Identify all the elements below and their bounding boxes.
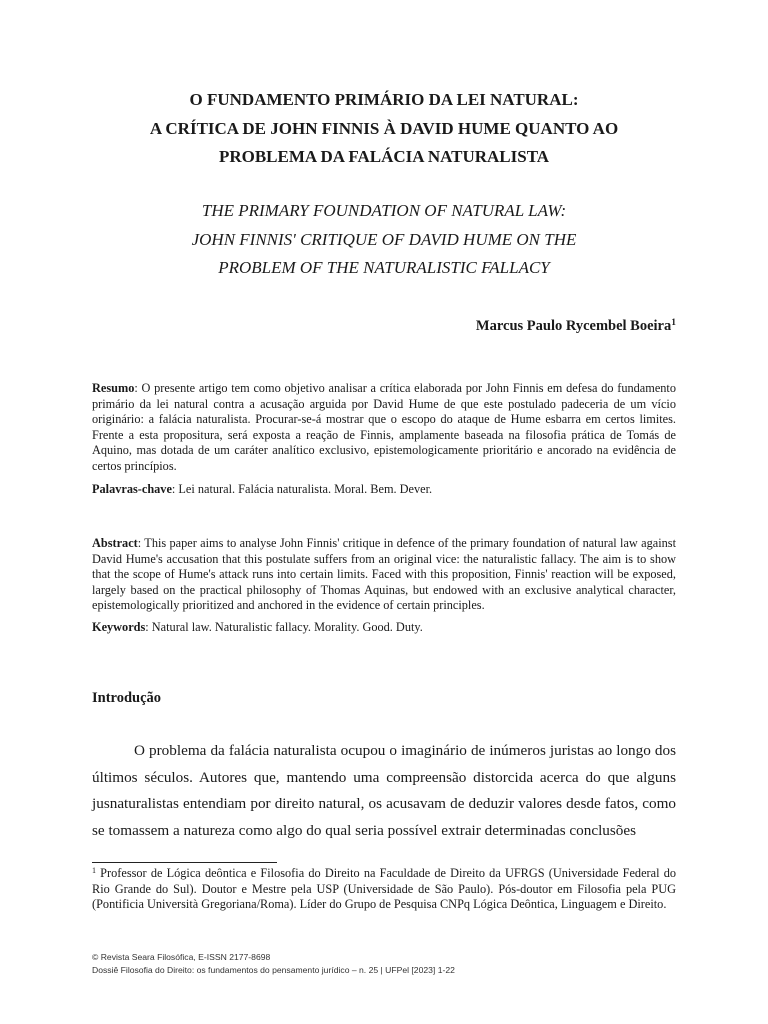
abstract-text: : This paper aims to analyse John Finnis' critique in defence of the primary foundation of natural law against David Hume's accusation that this postulate suffers from an original vice: the naturalistic fallacy. The aim is to show that the scope of Hume's attack runs into certain limits. Faced with this proposition, Finnis' reaction will be exposed, largely based on the practical philosophy of Thomas Aquinas, but endowed with an exclusive analytical character, epistemologically prioritized and anchored in the evidence of certain principles. <box>92 536 676 613</box>
author-name: Marcus Paulo Rycembel Boeira <box>475 318 672 334</box>
footnote-divider <box>92 862 277 863</box>
palavras-chave-label: Palavras-chave <box>92 482 172 496</box>
palavras-chave-text: : Lei natural. Falácia naturalista. Moral. Bem. Dever. <box>171 482 433 496</box>
resumo-label: Resumo <box>92 381 135 395</box>
author-line <box>476 318 676 335</box>
resumo-text: : O presente artigo tem como objetivo analisar a crítica elaborada por John Finnis em defesa do fundamento primário da lei natural contra a acusação arguida por David Hume de que este postulado padeceria de um vício originário: a falácia naturalista. Procurar-se-á mostrar que o escopo do ataque de Hume esbarra em certos limites. Frente a esta propositura, será exposta a reação de Finnis, amplamente baseada na filosofia prática de Tomás de Aquino, mas dotada de um caráter analítico exclusivo, epistemologicamente prioritário e ancorado na evidência de certos princípios. <box>92 381 676 473</box>
page-footer <box>92 951 455 976</box>
title-portuguese <box>60 86 708 172</box>
title-en-line-3: PROBLEM OF THE NATURALISTIC FALLACY <box>218 258 550 277</box>
abstract-block <box>92 536 676 614</box>
abstract-label: Abstract <box>92 536 138 550</box>
footer-dossier-line: Dossiê Filosofia do Direito: os fundamentos do pensamento jurídico – n. 25 | UFPel [2023] 1-22 <box>92 964 455 975</box>
resumo-block <box>92 381 676 475</box>
intro-paragraph: O problema da falácia naturalista ocupou o imaginário de inúmeros juristas ao longo dos últimos séculos. Autores que, mantendo uma compreensão distorcida acerca do que alguns jusnaturalistas entendiam por direito natural, os acusavam de deduzir valores desde fatos, como se tomassem a natureza como algo do qual seria possível extrair determinadas conclusões <box>92 742 676 839</box>
footnote-text: Professor de Lógica deôntica e Filosofia do Direito na Faculdade de Direito da UFRGS (Universidade Federal do Rio Grande do Sul). Doutor e Mestre pela USP (Universidade de São Paulo). Pós-doutor em Filosofia pela PUG (Pontificia Università Gregoriana/Roma). Líder do Grupo de Pesquisa CNPq Lógica Deôntica, Linguagem e Direito. <box>92 866 676 912</box>
keywords-label: Keywords <box>92 620 146 634</box>
author-footnote-ref[interactable]: 1 <box>671 318 676 328</box>
title-en-line-1: THE PRIMARY FOUNDATION OF NATURAL LAW: <box>201 201 567 220</box>
section-heading-introducao: Introdução <box>92 690 162 706</box>
keywords-block <box>92 620 676 636</box>
title-pt-line-3: PROBLEMA DA FALÁCIA NATURALISTA <box>218 147 550 166</box>
title-en-line-2: JOHN FINNIS' CRITIQUE OF DAVID HUME ON THE <box>191 229 577 249</box>
palavras-chave-block <box>92 482 676 498</box>
title-english <box>60 197 708 283</box>
title-pt-line-2: A CRÍTICA DE JOHN FINNIS À DAVID HUME QUANTO AO <box>149 118 619 138</box>
footnote <box>92 866 676 913</box>
title-pt-line-1: O FUNDAMENTO PRIMÁRIO DA LEI NATURAL: <box>189 90 579 109</box>
keywords-text: : Natural law. Naturalistic fallacy. Morality. Good. Duty. <box>145 620 423 634</box>
footnote-number: 1 <box>92 866 96 875</box>
footer-journal-line: © Revista Seara Filosófica, E-ISSN 2177-8698 <box>92 952 271 962</box>
